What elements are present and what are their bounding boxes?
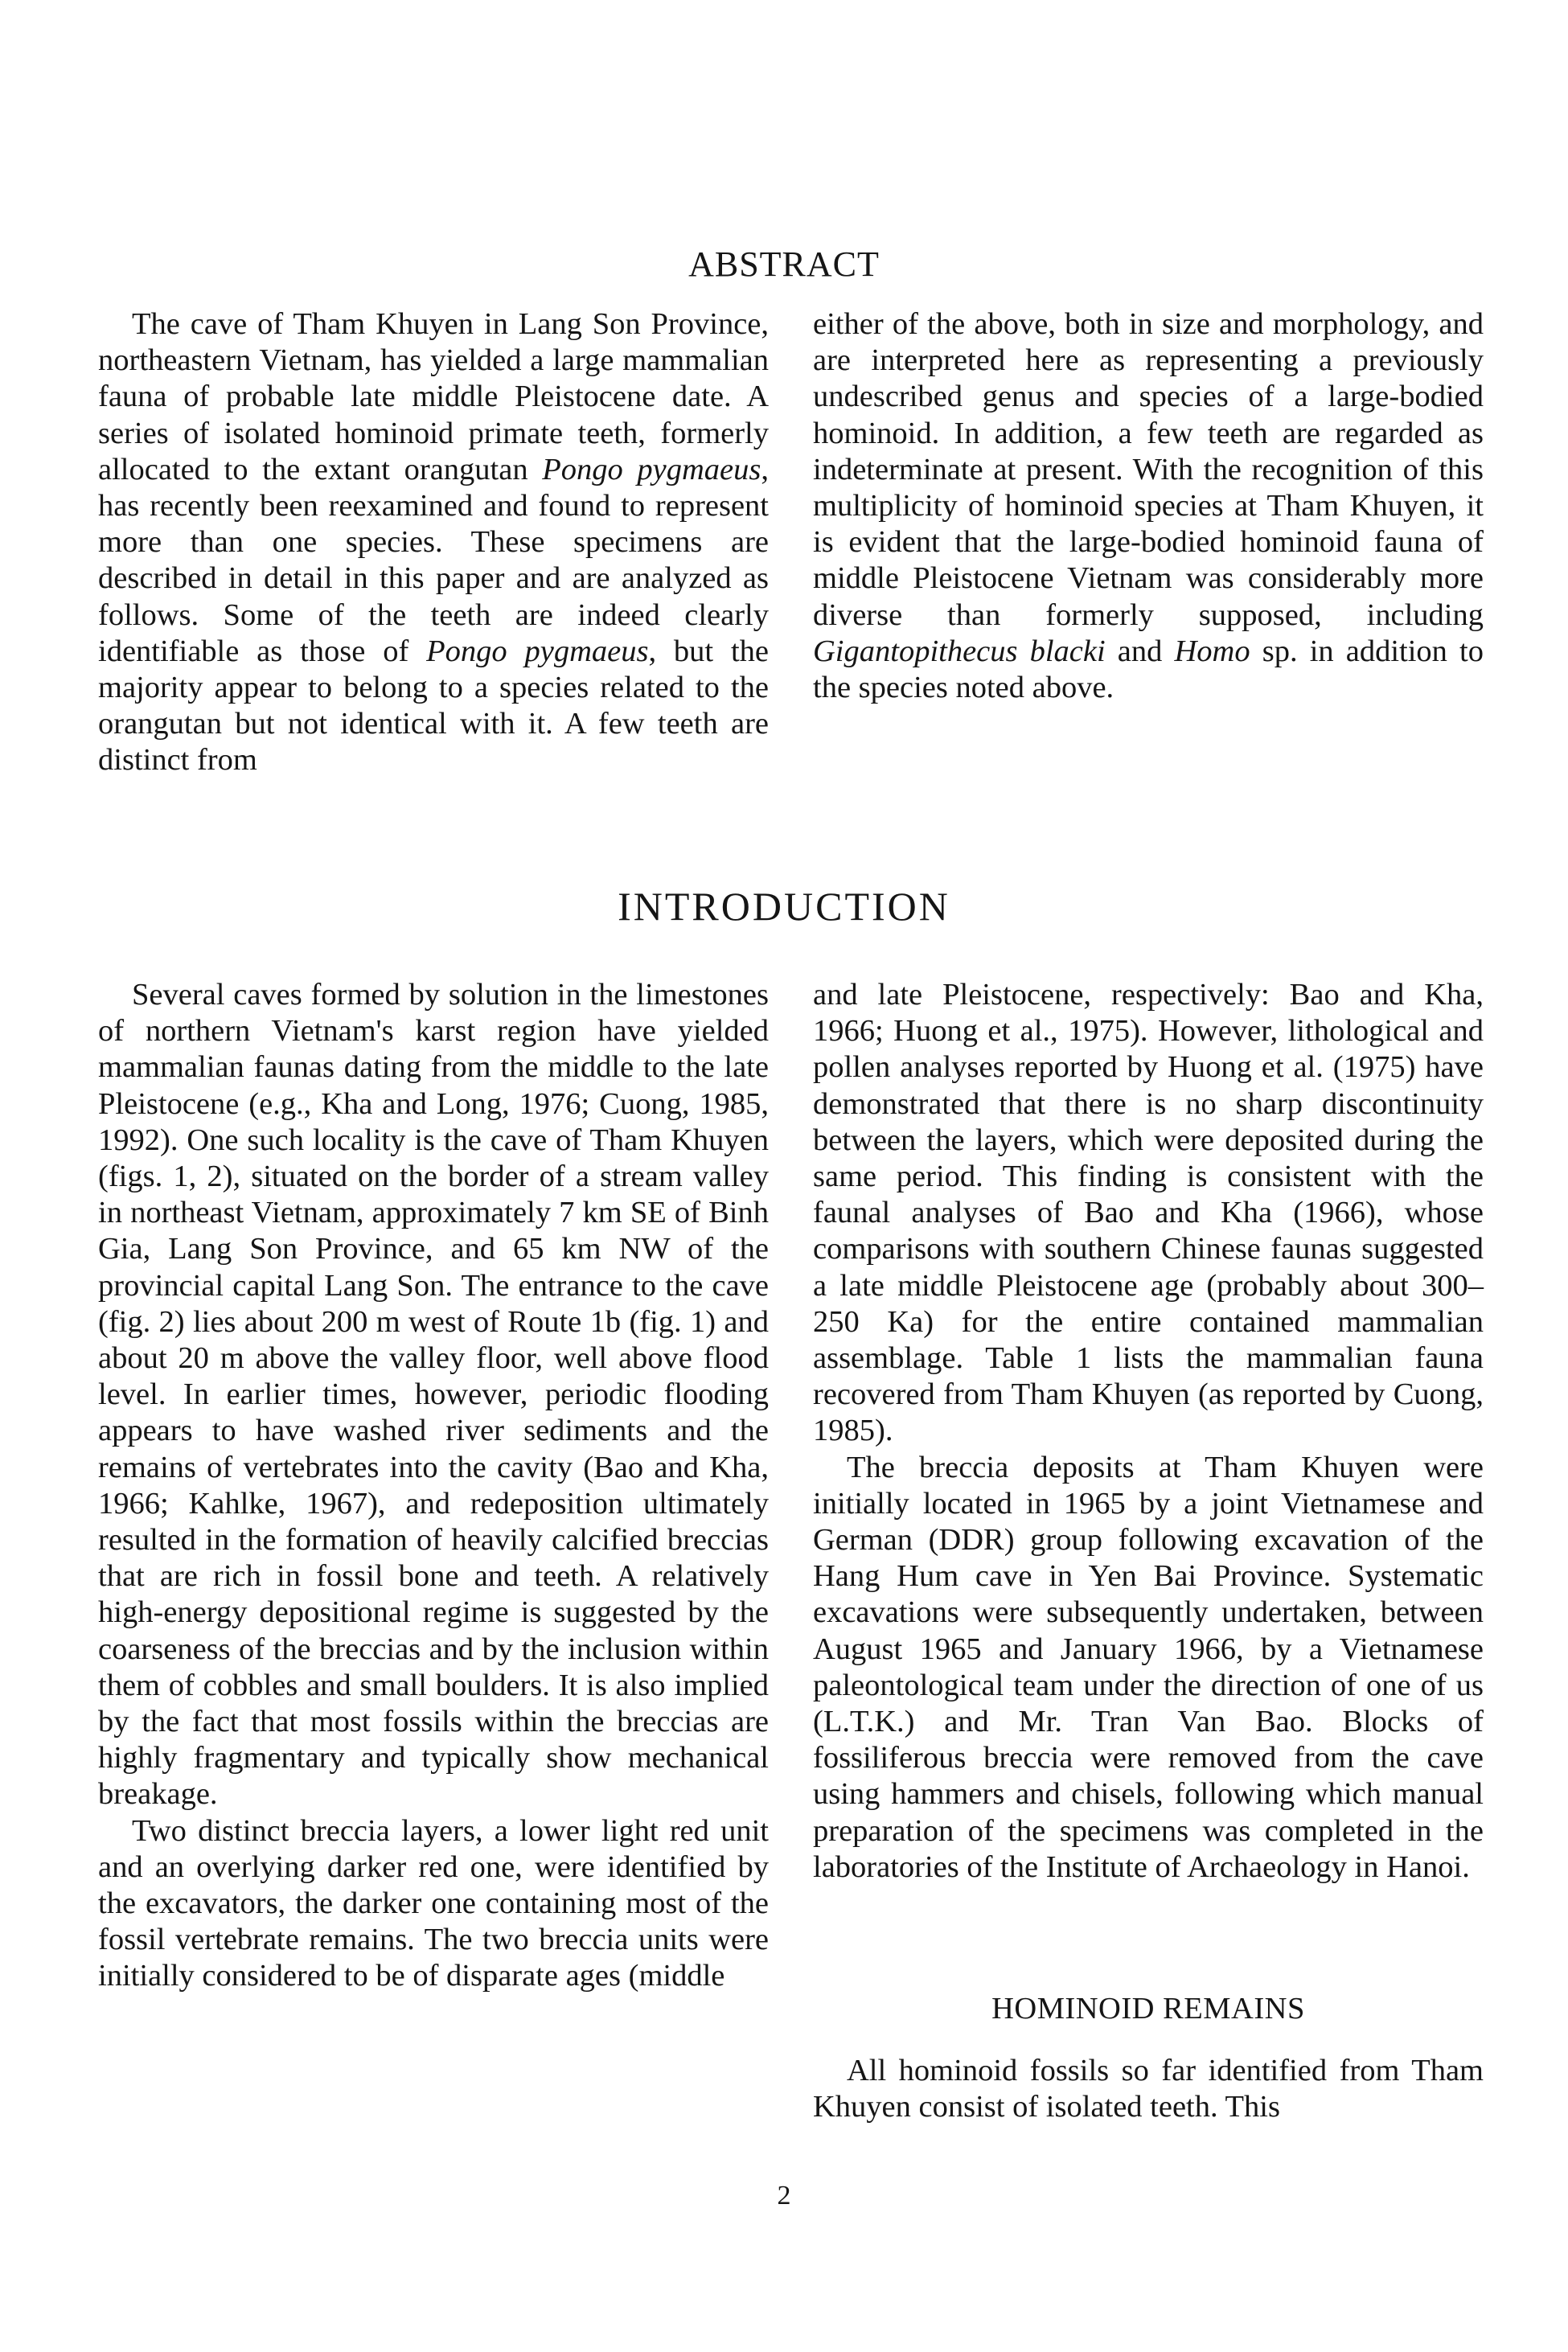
hominoid-remains-heading: HOMINOID REMAINS — [991, 1992, 1305, 2026]
abstract-left-column — [98, 306, 769, 779]
introduction-left-column — [98, 977, 769, 1995]
abstract-heading: ABSTRACT — [688, 244, 880, 284]
introduction-paragraph-3: The breccia deposits at Tham Khuyen were initially located in 1965 by a joint Vietnamese and German (DDR) group following excavation of the Hang Hum cave in Yen Bai Province. Systematic excavations were subsequently undertaken, between August 1965 and January 1966, by a Vietnamese paleontological team under the direction of one of us (L.T.K.) and Mr. Tran Van Bao. Blocks of fossiliferous breccia were removed from the cave using hammers and chisels, following which manual preparation of the specimens was completed in the laboratories of the Institute of Archaeology in Hanoi. — [813, 1450, 1484, 1884]
abstract-paragraph-left: The cave of Tham Khuyen in Lang Son Province, northeastern Vietnam, has yielded a large mammalian fauna of probable late middle Pleistocene date. A series of isolated hominoid primate teeth, formerly allocated to the extant orangutan Pongo pygmaeus, has recently been reexamined and found to represent more than one species. These specimens are described in detail in this paper and are analyzed as follows. Some of the teeth are indeed clearly identifiable as those of Pongo pygmaeus, but the majority appear to belong to a species related to the orangutan but not identical with it. A few teeth are distinct from — [98, 307, 770, 778]
hominoid-remains-column — [813, 2053, 1484, 2125]
introduction-paragraph-1: Several caves formed by solution in the limestones of northern Vietnam's karst region have yielded mammalian faunas dating from the middle to the late Pleistocene (e.g., Kha and Long, 1976; Cuong, 1985, 1992). One such locality is the cave of Tham Khuyen (figs. 1, 2), situated on the border of a stream valley in northeast Vietnam, approximately 7 km SE of Binh Gia, Lang Son Province, and 65 km NW of the provincial capital Lang Son. The entrance to the cave (fig. 2) lies about 200 m west of Route 1b (fig. 1) and about 20 m above the valley floor, well above flood level. In earlier times, however, periodic flooding appears to have washed river sediments and the remains of vertebrates into the cavity (Bao and Kha, 1966; Kahlke, 1967), and redeposition ultimately resulted in the formation of heavily calcified breccias that are rich in fossil bone and teeth. A relatively high-energy depositional regime is suggested by the coarseness of the breccias and by the inclusion within them of cobbles and small boulders. It is also implied by the fact that most fossils within the breccias are highly fragmentary and typically show mechanical breakage. — [98, 978, 769, 1812]
page-number: 2 — [777, 2181, 791, 2210]
introduction-right-column — [813, 977, 1484, 1886]
introduction-heading: INTRODUCTION — [618, 884, 950, 929]
abstract-paragraph-right: either of the above, both in size and morphology, and are interpreted here as representing a previously undescribed genus and species of a large-bodied hominoid. In addition, a few teeth are regarded as indeterminate at present. With the recognition of this multiplicity of hominoid species at Tham Khuyen, it is evident that the large-bodied hominoid fauna of middle Pleistocene Vietnam was considerably more diverse than formerly supposed, including Gigantopithecus blacki and Homo sp. in addition to the species noted above. — [813, 307, 1484, 705]
hominoid-remains-paragraph: All hominoid fossils so far identified from Tham Khuyen consist of isolated teeth. This — [813, 2054, 1484, 2124]
introduction-paragraph-2: Two distinct breccia layers, a lower light red unit and an overlying darker red one, were identified by the excavators, the darker one containing most of the fossil vertebrate remains. The two breccia units were initially considered to be of disparate ages (middle — [98, 1813, 769, 1993]
introduction-paragraph-2-continued: and late Pleistocene, respectively: Bao and Kha, 1966; Huong et al., 1975). However, lithological and pollen analyses reported by Huong et al. (1975) have demonstrated that there is no sharp discontinuity between the layers, which were deposited during the same period. This finding is consistent with the faunal analyses of Bao and Kha (1966), whose comparisons with southern Chinese faunas suggested a late middle Pleistocene age (probably about 300–250 Ka) for the entire contained mammalian assemblage. Table 1 lists the mammalian fauna recovered from Tham Khuyen (as reported by Cuong, 1985). — [813, 978, 1484, 1448]
abstract-right-column — [813, 306, 1484, 706]
